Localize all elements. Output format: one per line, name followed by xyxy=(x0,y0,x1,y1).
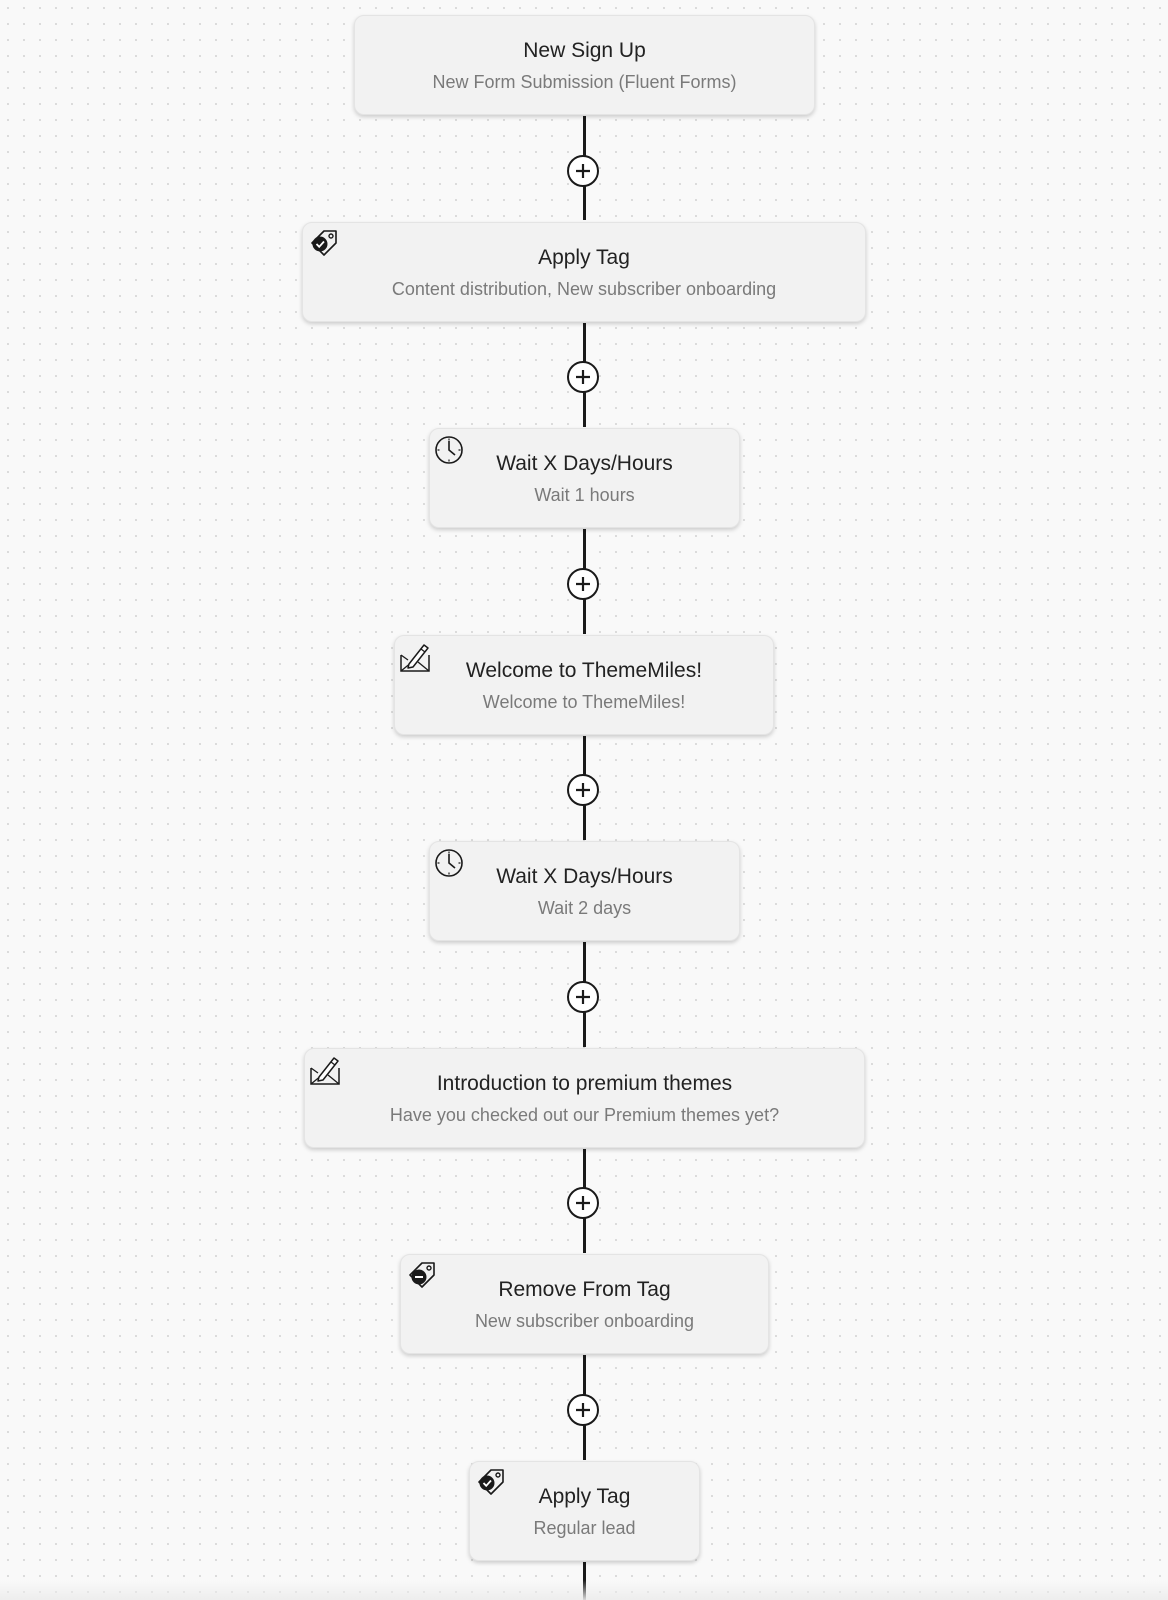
add-step-button[interactable] xyxy=(567,361,599,393)
add-step-button[interactable] xyxy=(567,1187,599,1219)
workflow-node-remove-tag[interactable] xyxy=(400,1254,769,1354)
add-step-button[interactable] xyxy=(567,981,599,1013)
plus-icon xyxy=(574,781,592,799)
node-subtitle: Wait 1 hours xyxy=(534,484,635,505)
add-step-button[interactable] xyxy=(567,1394,599,1426)
node-title: Remove From Tag xyxy=(498,1277,671,1301)
node-subtitle: Have you checked out our Premium themes yet? xyxy=(389,1104,780,1125)
workflow-node-trigger[interactable] xyxy=(354,15,815,115)
clock-icon xyxy=(433,433,467,467)
plus-icon xyxy=(574,575,592,593)
email-edit-icon xyxy=(398,640,432,674)
node-subtitle: Welcome to ThemeMiles! xyxy=(482,691,686,712)
node-title: Apply Tag xyxy=(538,245,630,269)
workflow-node-apply-tag[interactable] xyxy=(469,1461,700,1561)
add-step-button[interactable] xyxy=(567,568,599,600)
node-subtitle: Wait 2 days xyxy=(537,897,632,918)
clock-icon xyxy=(433,846,467,880)
bottom-fade xyxy=(0,1580,1168,1600)
plus-icon xyxy=(574,162,592,180)
plus-icon xyxy=(574,988,592,1006)
add-step-button[interactable] xyxy=(567,774,599,806)
plus-icon xyxy=(574,1194,592,1212)
workflow-node-apply-tag[interactable] xyxy=(302,222,866,322)
add-step-button[interactable] xyxy=(567,155,599,187)
node-subtitle: Regular lead xyxy=(533,1517,636,1538)
node-subtitle: New Form Submission (Fluent Forms) xyxy=(432,71,737,92)
plus-icon xyxy=(574,368,592,386)
tag-check-icon xyxy=(306,227,340,261)
node-title: New Sign Up xyxy=(523,38,646,62)
node-title: Wait X Days/Hours xyxy=(496,864,673,888)
node-title: Apply Tag xyxy=(538,1484,631,1508)
workflow-node-email[interactable] xyxy=(304,1048,865,1148)
node-title: Wait X Days/Hours xyxy=(496,451,673,475)
plus-icon xyxy=(574,1401,592,1419)
email-edit-icon xyxy=(308,1053,342,1087)
workflow-node-wait[interactable] xyxy=(429,841,740,941)
node-title: Introduction to premium themes xyxy=(436,1071,733,1095)
node-subtitle: New subscriber onboarding xyxy=(474,1310,695,1331)
workflow-node-wait[interactable] xyxy=(429,428,740,528)
node-title: Welcome to ThemeMiles! xyxy=(465,658,703,682)
tag-check-icon xyxy=(473,1466,507,1500)
node-subtitle: Content distribution, New subscriber onboarding xyxy=(391,278,777,299)
tag-remove-icon xyxy=(404,1259,438,1293)
workflow-node-email[interactable] xyxy=(394,635,774,735)
